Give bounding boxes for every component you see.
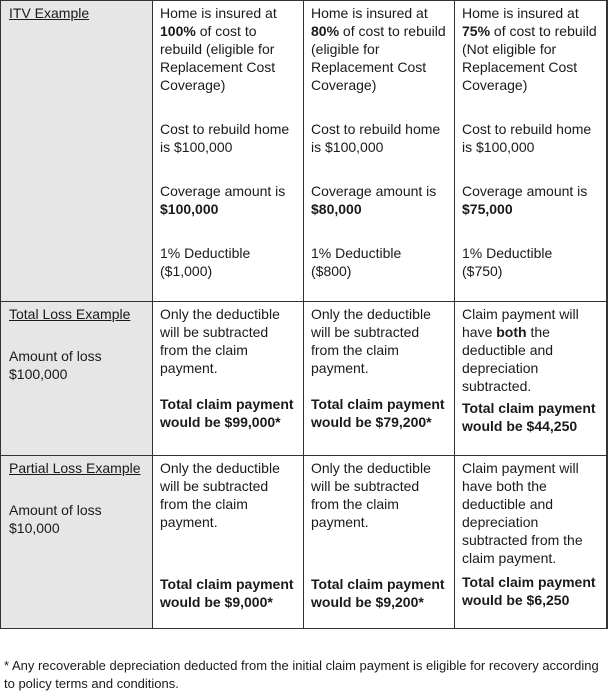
claim-description: Only the deductible will be subtracted from the claim payment. [160, 460, 280, 530]
claim-description: Only the deductible will be subtracted from the claim payment. [311, 306, 431, 376]
claim-description: Only the deductible will be subtracted from the claim payment. [160, 306, 280, 376]
coverage-amount-text: Coverage amount is $80,000 [311, 183, 437, 217]
rebuild-cost-text: Cost to rebuild home is $100,000 [160, 121, 290, 155]
insured-text: Home is insured at 100% of cost to rebuild (eligible for Replacement Cost Coverage) [160, 5, 277, 93]
claim-description: Only the deductible will be subtracted from the claim payment. [311, 460, 431, 530]
total-loss-amount: Amount of loss $100,000 [9, 348, 102, 382]
claim-description: Claim payment will have both the deductible and depreciation subtracted. [462, 306, 579, 394]
total-claim-payment: Total claim payment would be $9,000* [160, 576, 294, 610]
partial-loss-amount: Amount of loss $10,000 [9, 502, 102, 536]
deductible-amount: ($1,000) [160, 263, 213, 279]
partial-loss-cell-100 [153, 456, 304, 629]
coverage-amount-text: Coverage amount is $75,000 [462, 183, 588, 217]
partial-loss-heading: Partial Loss Example [9, 460, 141, 476]
total-loss-label-cell [1, 302, 153, 456]
total-loss-cell-100 [153, 302, 304, 456]
deductible-amount: ($800) [311, 263, 352, 279]
coverage-amount-text: Coverage amount is $100,000 [160, 183, 286, 217]
total-claim-payment: Total claim payment would be $9,200* [311, 576, 445, 610]
itv-cell-80 [304, 1, 455, 302]
total-claim-payment: Total claim payment would be $79,200* [311, 396, 445, 430]
total-claim-payment: Total claim payment would be $99,000* [160, 396, 294, 430]
insured-text: Home is insured at 75% of cost to rebuild (Not eligible for Replacement Cost Coverage) [462, 5, 597, 93]
total-loss-row [1, 302, 607, 456]
deductible-label: 1% Deductible [311, 245, 402, 261]
partial-loss-cell-80 [304, 456, 455, 629]
depreciation-footnote: * Any recoverable depreciation deducted from the initial claim payment is eligible for recovery according to policy terms and conditions. [4, 658, 599, 691]
itv-example-heading: ITV Example [9, 5, 90, 21]
claim-description: Claim payment will have both the deductible and depreciation subtracted from the claim payment. [462, 460, 583, 566]
total-loss-cell-80 [304, 302, 455, 456]
deductible-amount: ($750) [462, 263, 503, 279]
deductible-label: 1% Deductible [462, 245, 553, 261]
rebuild-cost-text: Cost to rebuild home is $100,000 [311, 121, 441, 155]
total-claim-payment: Total claim payment would be $44,250 [462, 400, 596, 434]
rebuild-cost-text: Cost to rebuild home is $100,000 [462, 121, 592, 155]
total-loss-cell-75 [455, 302, 607, 456]
partial-loss-cell-75 [455, 456, 607, 629]
deductible-label: 1% Deductible [160, 245, 251, 261]
itv-example-label-cell [1, 1, 153, 302]
itv-cell-75 [455, 1, 607, 302]
partial-loss-row [1, 456, 607, 629]
total-claim-payment: Total claim payment would be $6,250 [462, 574, 596, 608]
itv-cell-100 [153, 1, 304, 302]
insured-text: Home is insured at 80% of cost to rebuild (eligible for Replacement Cost Coverage) [311, 5, 446, 93]
total-loss-heading: Total Loss Example [9, 306, 131, 322]
partial-loss-label-cell [1, 456, 153, 629]
itv-row [1, 1, 607, 302]
